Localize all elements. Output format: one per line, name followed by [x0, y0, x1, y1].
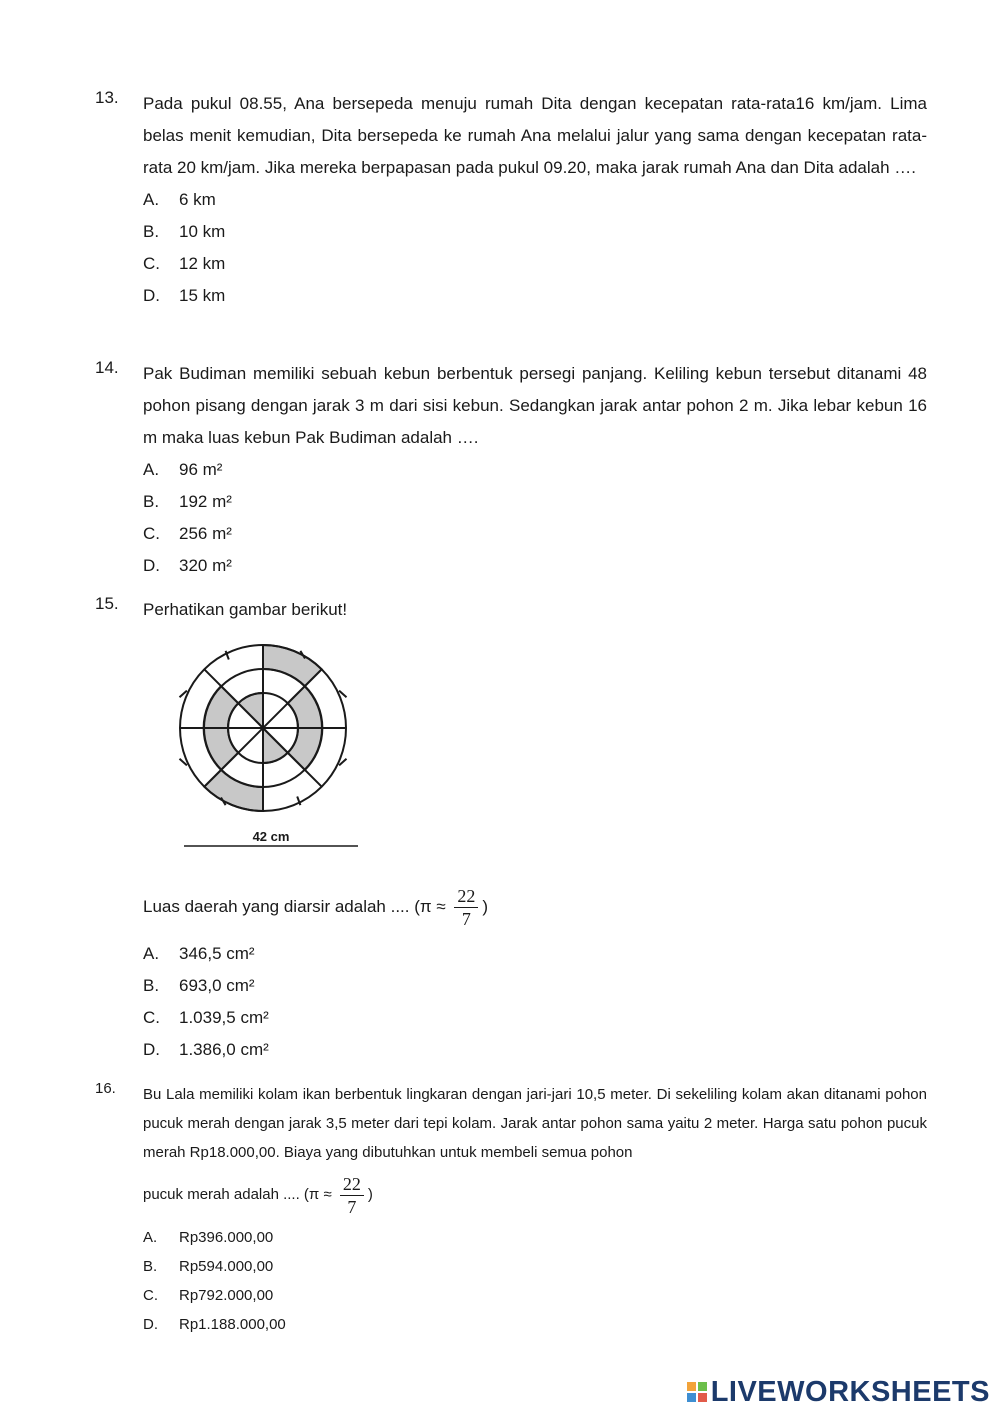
prompt-end: )	[367, 1186, 373, 1203]
prompt-end: )	[482, 897, 489, 916]
option-text: Rp1.188.000,00	[179, 1316, 286, 1333]
option-b[interactable]	[143, 486, 927, 518]
option-a[interactable]	[143, 938, 927, 970]
option-text: 320 m²	[179, 556, 232, 575]
options-list	[143, 938, 927, 1066]
option-c[interactable]	[143, 1281, 927, 1310]
option-text: 346,5 cm²	[179, 944, 255, 963]
option-letter: C.	[143, 524, 160, 543]
option-letter: C.	[143, 254, 160, 273]
option-text: 96 m²	[179, 460, 223, 479]
shaded-region	[263, 728, 288, 763]
question-16	[95, 1080, 927, 1339]
option-text: Rp594.000,00	[179, 1258, 274, 1275]
dimension-label: 42 cm	[252, 829, 290, 844]
option-c[interactable]	[143, 248, 927, 280]
option-text: 1.039,5 cm²	[179, 1008, 269, 1027]
option-b[interactable]	[143, 1252, 927, 1281]
option-d[interactable]	[143, 1310, 927, 1339]
option-letter: A.	[143, 944, 160, 963]
option-letter: B.	[143, 222, 160, 241]
fraction	[454, 885, 478, 930]
question-15-options	[95, 938, 927, 1066]
option-d[interactable]	[143, 1034, 927, 1066]
option-text: 1.386,0 cm²	[179, 1040, 269, 1059]
option-text: Rp396.000,00	[179, 1229, 274, 1246]
option-letter: D.	[143, 556, 160, 575]
option-text: 15 km	[179, 286, 226, 305]
prompt-text: pucuk merah adalah .... (π ≈	[143, 1186, 332, 1203]
option-letter: B.	[143, 976, 160, 995]
option-a[interactable]	[143, 184, 927, 216]
option-text: 192 m²	[179, 492, 232, 511]
question-text: Pak Budiman memiliki sebuah kebun berbentuk persegi panjang. Keliling kebun tersebut ditanami 48 pohon pisang dengan jarak 3 m dari sisi kebun. Sedangkan jarak antar pohon 2 m. Jika lebar kebun 16 m maka luas kebun Pak Budiman adalah ….	[143, 364, 927, 447]
options-list	[143, 184, 927, 312]
option-d[interactable]	[143, 280, 927, 312]
options-list	[143, 1223, 927, 1339]
question-number: 15.	[95, 594, 119, 613]
option-a[interactable]	[143, 1223, 927, 1252]
option-letter: A.	[143, 190, 160, 209]
fraction-numerator: 22	[454, 885, 478, 908]
shaded-circle-figure	[170, 630, 370, 855]
option-letter: D.	[143, 286, 160, 305]
liveworksheets-logo	[687, 1375, 990, 1409]
option-b[interactable]	[143, 970, 927, 1002]
fraction	[340, 1173, 364, 1218]
question-15	[95, 594, 927, 626]
options-list	[143, 454, 927, 582]
question-number: 14.	[95, 358, 119, 377]
option-c[interactable]	[143, 518, 927, 550]
option-text: Rp792.000,00	[179, 1287, 274, 1304]
option-text: 693,0 cm²	[179, 976, 255, 995]
fraction-numerator: 22	[340, 1173, 364, 1196]
question-number: 16.	[95, 1080, 116, 1097]
option-d[interactable]	[143, 550, 927, 582]
shaded-region	[238, 693, 263, 728]
option-text: 256 m²	[179, 524, 232, 543]
option-b[interactable]	[143, 216, 927, 248]
logo-text: LIVEWORKSHEETS	[710, 1375, 990, 1408]
question-text: Pada pukul 08.55, Ana bersepeda menuju rumah Dita dengan kecepatan rata-rata16 km/jam. Lima belas menit kemudian, Dita bersepeda ke rumah Ana melalui jalur yang sama dengan kecepatan rata-rata 20 km/jam. Jika mereka berpapasan pada pukul 09.20, maka jarak rumah Ana dan Dita adalah ….	[143, 94, 927, 177]
option-letter: A.	[143, 1229, 158, 1246]
question-14	[95, 358, 927, 582]
prompt-text: Luas daerah yang diarsir adalah .... (π ≈	[143, 897, 446, 916]
fraction-denominator: 7	[461, 909, 471, 930]
question-15-prompt	[95, 880, 927, 934]
option-letter: D.	[143, 1316, 158, 1333]
fraction-denominator: 7	[347, 1196, 357, 1217]
option-text: 6 km	[179, 190, 216, 209]
option-letter: B.	[143, 1258, 158, 1275]
question-text: Bu Lala memiliki kolam ikan berbentuk lingkaran dengan jari-jari 10,5 meter. Di sekeliling kolam akan ditanami pohon pucuk merah dengan jarak 3,5 meter dari tepi kolam. Jarak antar pohon sama yaitu 2 meter. Harga satu pohon pucuk merah Rp18.000,00. Biaya yang dibutuhkan untuk membeli semua pohon	[143, 1086, 927, 1161]
option-text: 10 km	[179, 222, 226, 241]
logo-icon	[687, 1382, 707, 1402]
question-text: Perhatikan gambar berikut!	[143, 600, 348, 619]
question-13	[95, 88, 927, 312]
option-letter: C.	[143, 1008, 160, 1027]
option-letter: A.	[143, 460, 160, 479]
option-letter: B.	[143, 492, 160, 511]
option-letter: C.	[143, 1287, 158, 1304]
option-letter: D.	[143, 1040, 160, 1059]
question-number: 13.	[95, 88, 119, 107]
option-text: 12 km	[179, 254, 226, 273]
option-c[interactable]	[143, 1002, 927, 1034]
option-a[interactable]	[143, 454, 927, 486]
